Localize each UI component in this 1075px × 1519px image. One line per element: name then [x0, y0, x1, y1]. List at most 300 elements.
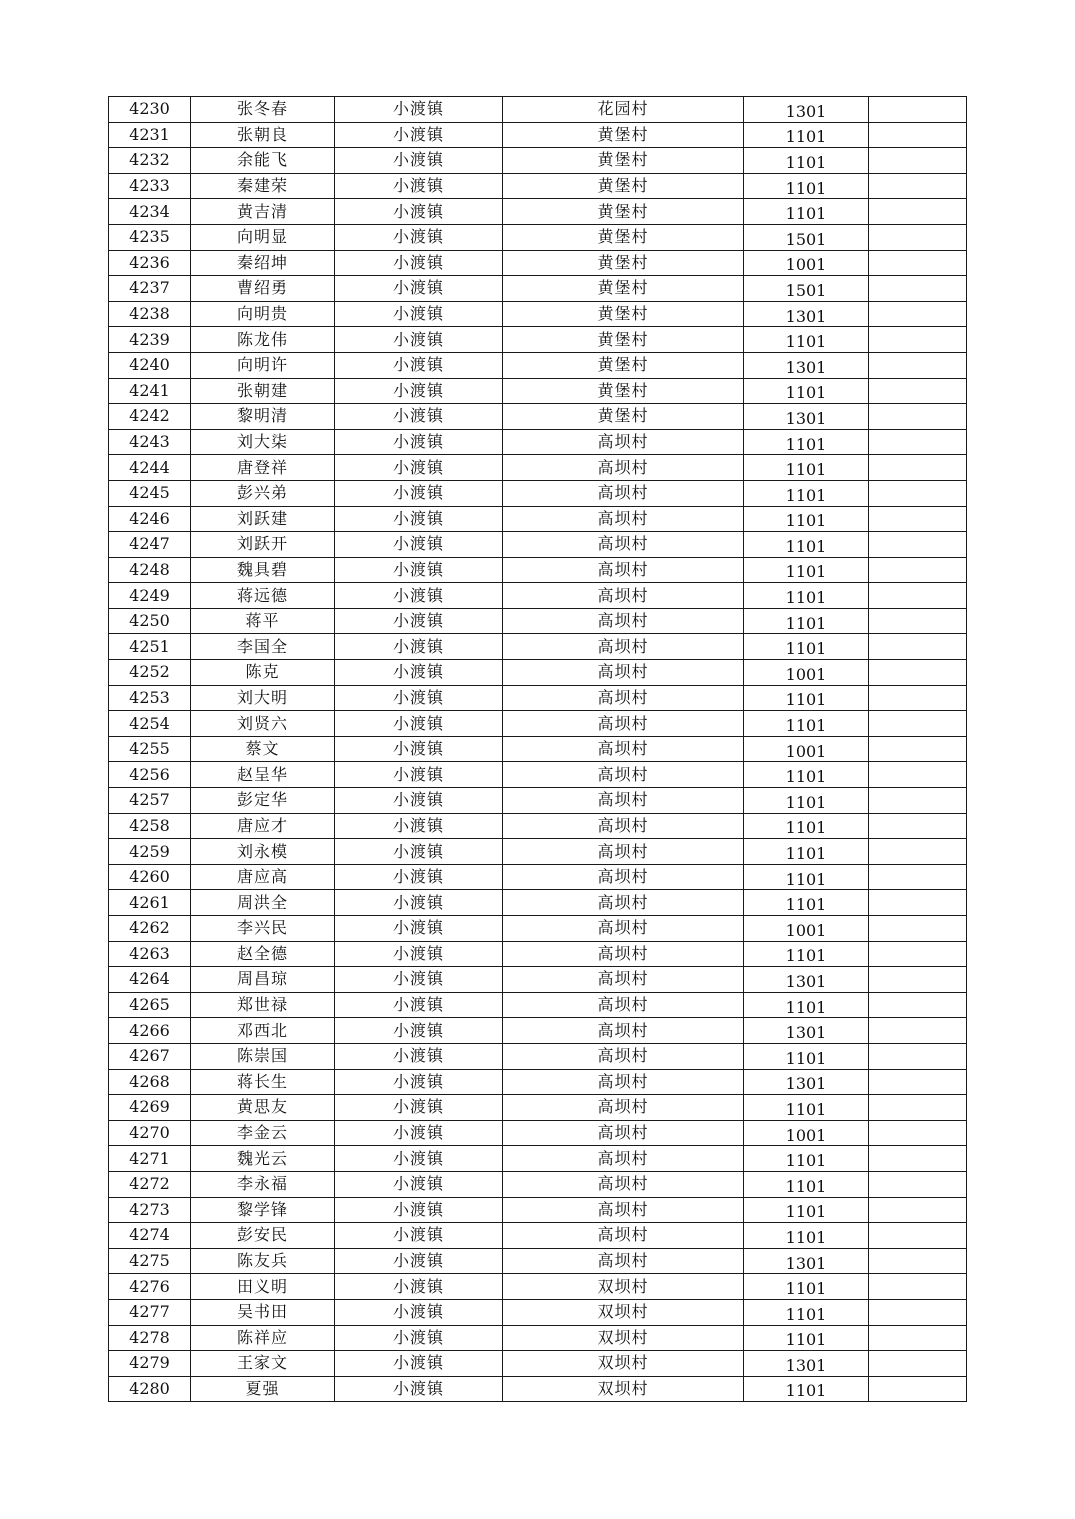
cell-person-name: 刘跃开 — [191, 532, 335, 558]
table-row — [109, 1351, 967, 1377]
cell-village: 高坝村 — [503, 1223, 744, 1249]
cell-remarks — [869, 1069, 967, 1095]
cell-person-name: 余能飞 — [191, 148, 335, 174]
cell-town: 小渡镇 — [335, 1299, 503, 1325]
cell-town: 小渡镇 — [335, 122, 503, 148]
table-row — [109, 762, 967, 788]
cell-town: 小渡镇 — [335, 890, 503, 916]
cell-village: 高坝村 — [503, 864, 744, 890]
cell-serial-number: 4249 — [109, 583, 191, 609]
cell-serial-number: 4256 — [109, 762, 191, 788]
cell-code: 1101 — [744, 1223, 869, 1249]
cell-village: 高坝村 — [503, 788, 744, 814]
cell-town: 小渡镇 — [335, 1248, 503, 1274]
cell-remarks — [869, 1043, 967, 1069]
cell-remarks — [869, 224, 967, 250]
cell-village: 高坝村 — [503, 890, 744, 916]
cell-village: 高坝村 — [503, 967, 744, 993]
cell-person-name: 刘跃建 — [191, 506, 335, 532]
cell-person-name: 向明贵 — [191, 301, 335, 327]
cell-code: 1101 — [744, 1376, 869, 1402]
cell-code: 1301 — [744, 404, 869, 430]
table-row — [109, 1171, 967, 1197]
cell-town: 小渡镇 — [335, 992, 503, 1018]
table-row — [109, 864, 967, 890]
table-row — [109, 250, 967, 276]
cell-person-name: 蒋长生 — [191, 1069, 335, 1095]
cell-village: 高坝村 — [503, 634, 744, 660]
cell-village: 高坝村 — [503, 736, 744, 762]
cell-village: 高坝村 — [503, 1146, 744, 1172]
cell-village: 双坝村 — [503, 1299, 744, 1325]
cell-town: 小渡镇 — [335, 1325, 503, 1351]
table-row — [109, 1146, 967, 1172]
cell-serial-number: 4234 — [109, 199, 191, 225]
cell-village: 高坝村 — [503, 1248, 744, 1274]
cell-person-name: 秦绍坤 — [191, 250, 335, 276]
cell-remarks — [869, 1120, 967, 1146]
cell-code: 1101 — [744, 890, 869, 916]
cell-code: 1301 — [744, 352, 869, 378]
cell-town: 小渡镇 — [335, 711, 503, 737]
cell-person-name: 刘贤六 — [191, 711, 335, 737]
cell-remarks — [869, 455, 967, 481]
cell-village: 高坝村 — [503, 608, 744, 634]
table-row — [109, 506, 967, 532]
cell-town: 小渡镇 — [335, 352, 503, 378]
cell-village: 黄堡村 — [503, 148, 744, 174]
table-row — [109, 1223, 967, 1249]
cell-serial-number: 4251 — [109, 634, 191, 660]
table-row — [109, 1095, 967, 1121]
cell-town: 小渡镇 — [335, 941, 503, 967]
cell-town: 小渡镇 — [335, 404, 503, 430]
cell-village: 黄堡村 — [503, 404, 744, 430]
table-row — [109, 480, 967, 506]
cell-village: 黄堡村 — [503, 378, 744, 404]
cell-serial-number: 4274 — [109, 1223, 191, 1249]
cell-remarks — [869, 1274, 967, 1300]
table-row — [109, 916, 967, 942]
cell-remarks — [869, 429, 967, 455]
table-row — [109, 378, 967, 404]
cell-person-name: 刘大明 — [191, 685, 335, 711]
cell-serial-number: 4255 — [109, 736, 191, 762]
cell-village: 高坝村 — [503, 1197, 744, 1223]
cell-remarks — [869, 583, 967, 609]
cell-remarks — [869, 404, 967, 430]
cell-town: 小渡镇 — [335, 250, 503, 276]
cell-town: 小渡镇 — [335, 327, 503, 353]
cell-town: 小渡镇 — [335, 1120, 503, 1146]
cell-village: 黄堡村 — [503, 276, 744, 302]
cell-remarks — [869, 660, 967, 686]
cell-code: 1101 — [744, 1171, 869, 1197]
cell-person-name: 周昌琼 — [191, 967, 335, 993]
cell-remarks — [869, 532, 967, 558]
cell-serial-number: 4252 — [109, 660, 191, 686]
cell-serial-number: 4242 — [109, 404, 191, 430]
cell-village: 高坝村 — [503, 429, 744, 455]
cell-town: 小渡镇 — [335, 378, 503, 404]
cell-person-name: 唐应才 — [191, 813, 335, 839]
cell-village: 双坝村 — [503, 1274, 744, 1300]
cell-person-name: 陈龙伟 — [191, 327, 335, 353]
cell-remarks — [869, 97, 967, 123]
cell-serial-number: 4246 — [109, 506, 191, 532]
table-row — [109, 941, 967, 967]
cell-remarks — [869, 634, 967, 660]
cell-town: 小渡镇 — [335, 1069, 503, 1095]
cell-village: 高坝村 — [503, 941, 744, 967]
cell-serial-number: 4261 — [109, 890, 191, 916]
roster-table — [108, 96, 967, 1402]
cell-code: 1101 — [744, 813, 869, 839]
table-row — [109, 404, 967, 430]
cell-village: 高坝村 — [503, 916, 744, 942]
cell-village: 黄堡村 — [503, 173, 744, 199]
cell-person-name: 王家文 — [191, 1351, 335, 1377]
table-row — [109, 199, 967, 225]
cell-serial-number: 4262 — [109, 916, 191, 942]
cell-town: 小渡镇 — [335, 634, 503, 660]
cell-person-name: 彭定华 — [191, 788, 335, 814]
table-row — [109, 1018, 967, 1044]
cell-person-name: 田义明 — [191, 1274, 335, 1300]
cell-code: 1101 — [744, 711, 869, 737]
cell-person-name: 黄吉清 — [191, 199, 335, 225]
cell-village: 黄堡村 — [503, 122, 744, 148]
cell-person-name: 黄思友 — [191, 1095, 335, 1121]
cell-code: 1101 — [744, 864, 869, 890]
cell-serial-number: 4278 — [109, 1325, 191, 1351]
cell-remarks — [869, 1018, 967, 1044]
cell-serial-number: 4233 — [109, 173, 191, 199]
cell-serial-number: 4259 — [109, 839, 191, 865]
table-row — [109, 557, 967, 583]
cell-village: 高坝村 — [503, 1018, 744, 1044]
cell-town: 小渡镇 — [335, 1274, 503, 1300]
cell-person-name: 魏光云 — [191, 1146, 335, 1172]
cell-person-name: 郑世禄 — [191, 992, 335, 1018]
cell-serial-number: 4236 — [109, 250, 191, 276]
cell-town: 小渡镇 — [335, 967, 503, 993]
cell-remarks — [869, 1299, 967, 1325]
cell-remarks — [869, 1095, 967, 1121]
cell-remarks — [869, 967, 967, 993]
table-row — [109, 429, 967, 455]
cell-serial-number: 4241 — [109, 378, 191, 404]
table-row — [109, 736, 967, 762]
cell-remarks — [869, 1376, 967, 1402]
cell-serial-number: 4248 — [109, 557, 191, 583]
cell-person-name: 彭兴弟 — [191, 480, 335, 506]
cell-village: 高坝村 — [503, 1095, 744, 1121]
cell-serial-number: 4258 — [109, 813, 191, 839]
table-row — [109, 608, 967, 634]
cell-town: 小渡镇 — [335, 480, 503, 506]
cell-remarks — [869, 122, 967, 148]
cell-remarks — [869, 148, 967, 174]
cell-person-name: 陈友兵 — [191, 1248, 335, 1274]
cell-remarks — [869, 557, 967, 583]
cell-village: 高坝村 — [503, 557, 744, 583]
cell-village: 黄堡村 — [503, 327, 744, 353]
cell-remarks — [869, 1146, 967, 1172]
cell-code: 1101 — [744, 1274, 869, 1300]
cell-person-name: 秦建荣 — [191, 173, 335, 199]
cell-remarks — [869, 992, 967, 1018]
cell-remarks — [869, 762, 967, 788]
cell-serial-number: 4247 — [109, 532, 191, 558]
cell-serial-number: 4237 — [109, 276, 191, 302]
cell-village: 双坝村 — [503, 1351, 744, 1377]
table-row — [109, 1299, 967, 1325]
cell-remarks — [869, 916, 967, 942]
cell-village: 花园村 — [503, 97, 744, 123]
cell-serial-number: 4276 — [109, 1274, 191, 1300]
cell-code: 1101 — [744, 1299, 869, 1325]
cell-serial-number: 4279 — [109, 1351, 191, 1377]
cell-person-name: 刘永模 — [191, 839, 335, 865]
cell-serial-number: 4244 — [109, 455, 191, 481]
cell-serial-number: 4232 — [109, 148, 191, 174]
cell-town: 小渡镇 — [335, 1376, 503, 1402]
table-row — [109, 148, 967, 174]
cell-town: 小渡镇 — [335, 762, 503, 788]
cell-serial-number: 4277 — [109, 1299, 191, 1325]
cell-remarks — [869, 1248, 967, 1274]
table-row — [109, 583, 967, 609]
cell-code: 1101 — [744, 148, 869, 174]
cell-serial-number: 4257 — [109, 788, 191, 814]
cell-town: 小渡镇 — [335, 532, 503, 558]
cell-code: 1101 — [744, 480, 869, 506]
cell-serial-number: 4271 — [109, 1146, 191, 1172]
cell-code: 1001 — [744, 736, 869, 762]
cell-village: 高坝村 — [503, 1120, 744, 1146]
cell-person-name: 唐登祥 — [191, 455, 335, 481]
table-row — [109, 1197, 967, 1223]
cell-code: 1101 — [744, 1197, 869, 1223]
cell-town: 小渡镇 — [335, 429, 503, 455]
cell-village: 黄堡村 — [503, 352, 744, 378]
table-row — [109, 967, 967, 993]
cell-remarks — [869, 813, 967, 839]
cell-code: 1101 — [744, 199, 869, 225]
cell-village: 高坝村 — [503, 583, 744, 609]
cell-village: 高坝村 — [503, 839, 744, 865]
cell-village: 高坝村 — [503, 455, 744, 481]
cell-remarks — [869, 276, 967, 302]
cell-town: 小渡镇 — [335, 788, 503, 814]
cell-code: 1001 — [744, 916, 869, 942]
cell-remarks — [869, 378, 967, 404]
cell-serial-number: 4235 — [109, 224, 191, 250]
table-row — [109, 327, 967, 353]
cell-serial-number: 4260 — [109, 864, 191, 890]
cell-person-name: 蔡文 — [191, 736, 335, 762]
cell-town: 小渡镇 — [335, 1171, 503, 1197]
cell-code: 1101 — [744, 122, 869, 148]
cell-town: 小渡镇 — [335, 916, 503, 942]
cell-town: 小渡镇 — [335, 813, 503, 839]
cell-person-name: 赵呈华 — [191, 762, 335, 788]
cell-code: 1301 — [744, 967, 869, 993]
cell-remarks — [869, 199, 967, 225]
table-row — [109, 301, 967, 327]
cell-code: 1101 — [744, 583, 869, 609]
cell-town: 小渡镇 — [335, 557, 503, 583]
cell-serial-number: 4267 — [109, 1043, 191, 1069]
cell-code: 1101 — [744, 685, 869, 711]
cell-code: 1001 — [744, 660, 869, 686]
cell-person-name: 李永福 — [191, 1171, 335, 1197]
cell-remarks — [869, 685, 967, 711]
cell-town: 小渡镇 — [335, 1043, 503, 1069]
cell-serial-number: 4253 — [109, 685, 191, 711]
cell-person-name: 刘大柒 — [191, 429, 335, 455]
cell-serial-number: 4243 — [109, 429, 191, 455]
cell-code: 1501 — [744, 276, 869, 302]
cell-village: 双坝村 — [503, 1376, 744, 1402]
cell-person-name: 周洪全 — [191, 890, 335, 916]
cell-village: 高坝村 — [503, 813, 744, 839]
cell-code: 1101 — [744, 532, 869, 558]
cell-town: 小渡镇 — [335, 660, 503, 686]
table-row — [109, 224, 967, 250]
cell-code: 1101 — [744, 1146, 869, 1172]
cell-town: 小渡镇 — [335, 506, 503, 532]
cell-remarks — [869, 864, 967, 890]
cell-village: 高坝村 — [503, 685, 744, 711]
cell-code: 1101 — [744, 992, 869, 1018]
cell-serial-number: 4269 — [109, 1095, 191, 1121]
cell-person-name: 魏具碧 — [191, 557, 335, 583]
cell-person-name: 黎明清 — [191, 404, 335, 430]
cell-person-name: 张朝建 — [191, 378, 335, 404]
cell-serial-number: 4280 — [109, 1376, 191, 1402]
table-row — [109, 1376, 967, 1402]
cell-code: 1301 — [744, 1351, 869, 1377]
cell-village: 黄堡村 — [503, 224, 744, 250]
cell-code: 1501 — [744, 224, 869, 250]
cell-town: 小渡镇 — [335, 276, 503, 302]
cell-code: 1101 — [744, 557, 869, 583]
cell-code: 1101 — [744, 173, 869, 199]
cell-code: 1101 — [744, 429, 869, 455]
cell-person-name: 黎学锋 — [191, 1197, 335, 1223]
cell-remarks — [869, 173, 967, 199]
cell-code: 1101 — [744, 941, 869, 967]
cell-town: 小渡镇 — [335, 1351, 503, 1377]
cell-remarks — [869, 608, 967, 634]
cell-town: 小渡镇 — [335, 864, 503, 890]
table-row — [109, 276, 967, 302]
cell-person-name: 陈克 — [191, 660, 335, 686]
cell-remarks — [869, 506, 967, 532]
cell-village: 高坝村 — [503, 992, 744, 1018]
cell-remarks — [869, 890, 967, 916]
cell-code: 1101 — [744, 455, 869, 481]
cell-remarks — [869, 788, 967, 814]
cell-code: 1101 — [744, 1325, 869, 1351]
cell-remarks — [869, 736, 967, 762]
cell-town: 小渡镇 — [335, 608, 503, 634]
table-row — [109, 1248, 967, 1274]
cell-person-name: 蒋远德 — [191, 583, 335, 609]
cell-serial-number: 4245 — [109, 480, 191, 506]
cell-person-name: 唐应高 — [191, 864, 335, 890]
table-row — [109, 122, 967, 148]
cell-serial-number: 4240 — [109, 352, 191, 378]
cell-remarks — [869, 1197, 967, 1223]
cell-code: 1101 — [744, 634, 869, 660]
cell-code: 1101 — [744, 608, 869, 634]
cell-remarks — [869, 480, 967, 506]
cell-code: 1301 — [744, 1018, 869, 1044]
cell-person-name: 夏强 — [191, 1376, 335, 1402]
cell-serial-number: 4270 — [109, 1120, 191, 1146]
cell-person-name: 邓西北 — [191, 1018, 335, 1044]
cell-person-name: 陈祥应 — [191, 1325, 335, 1351]
cell-code: 1101 — [744, 327, 869, 353]
cell-code: 1001 — [744, 1120, 869, 1146]
table-row — [109, 711, 967, 737]
cell-remarks — [869, 301, 967, 327]
cell-code: 1301 — [744, 301, 869, 327]
cell-code: 1101 — [744, 1095, 869, 1121]
cell-serial-number: 4263 — [109, 941, 191, 967]
cell-person-name: 李金云 — [191, 1120, 335, 1146]
table-row — [109, 992, 967, 1018]
cell-serial-number: 4230 — [109, 97, 191, 123]
cell-village: 高坝村 — [503, 1171, 744, 1197]
cell-serial-number: 4266 — [109, 1018, 191, 1044]
cell-village: 高坝村 — [503, 1069, 744, 1095]
cell-serial-number: 4231 — [109, 122, 191, 148]
table-row — [109, 1043, 967, 1069]
cell-remarks — [869, 1171, 967, 1197]
cell-town: 小渡镇 — [335, 1197, 503, 1223]
cell-code: 1301 — [744, 97, 869, 123]
cell-code: 1101 — [744, 378, 869, 404]
cell-village: 高坝村 — [503, 532, 744, 558]
cell-code: 1101 — [744, 839, 869, 865]
cell-town: 小渡镇 — [335, 1146, 503, 1172]
cell-village: 高坝村 — [503, 1043, 744, 1069]
table-row — [109, 352, 967, 378]
cell-village: 黄堡村 — [503, 199, 744, 225]
table-row — [109, 1325, 967, 1351]
cell-village: 黄堡村 — [503, 250, 744, 276]
cell-town: 小渡镇 — [335, 148, 503, 174]
cell-town: 小渡镇 — [335, 583, 503, 609]
cell-remarks — [869, 250, 967, 276]
cell-village: 高坝村 — [503, 762, 744, 788]
table-row — [109, 813, 967, 839]
cell-village: 高坝村 — [503, 480, 744, 506]
table-row — [109, 634, 967, 660]
cell-town: 小渡镇 — [335, 173, 503, 199]
cell-person-name: 蒋平 — [191, 608, 335, 634]
cell-person-name: 彭安民 — [191, 1223, 335, 1249]
cell-town: 小渡镇 — [335, 455, 503, 481]
cell-person-name: 向明显 — [191, 224, 335, 250]
cell-serial-number: 4264 — [109, 967, 191, 993]
table-row — [109, 839, 967, 865]
cell-town: 小渡镇 — [335, 97, 503, 123]
